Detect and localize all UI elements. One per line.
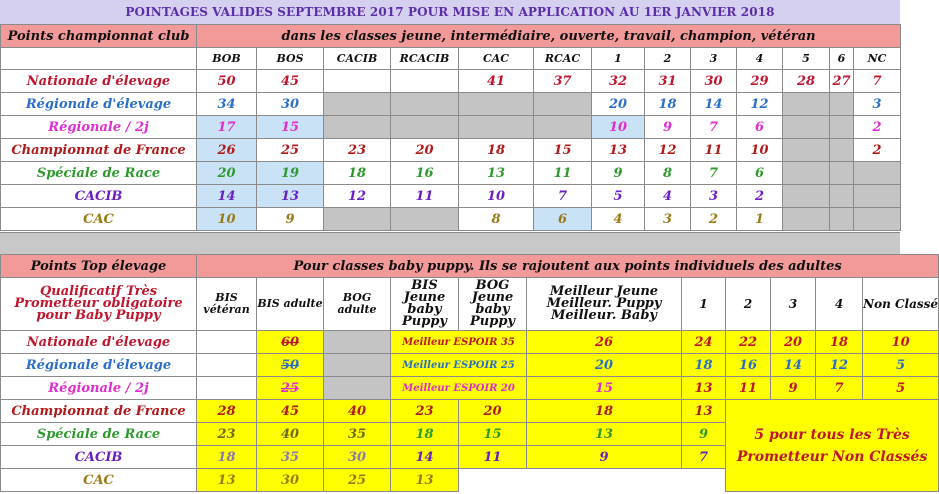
cell: 18 [682,354,726,377]
cell-empty [391,93,459,116]
cell: 24 [682,331,726,354]
cell: 45 [257,70,324,93]
cell: 7 [534,185,592,208]
championnat-header-label: Points championnat club [1,25,197,48]
cell-empty [830,185,854,208]
cell: 10 [459,185,534,208]
cell: 37 [534,70,592,93]
section-divider [0,232,900,255]
row-label: Spéciale de Race [1,423,197,446]
cell [391,70,459,93]
column-header-6: 6 [830,48,854,70]
cell: 15 [459,423,527,446]
cell-empty [197,377,257,400]
cell-empty [854,185,901,208]
cell: 20 [391,139,459,162]
cell-empty [854,208,901,231]
column-header-bog-jeune-line2: baby Puppy [470,302,515,329]
cell: 18 [324,162,391,185]
cell: 6 [737,116,783,139]
cell-empty [324,354,391,377]
column-header-cac: CAC [459,48,534,70]
championnat-table [0,24,901,231]
row-label: Régionale / 2j [1,377,197,400]
column-header-4: 4 [737,48,783,70]
cell: 4 [645,185,691,208]
cell: 20 [459,400,527,423]
cell: 14 [391,446,459,469]
column-header-cacib: CACIB [324,48,391,70]
cell: 23 [197,423,257,446]
cell-empty [391,208,459,231]
note-line-1: 5 pour tous les Très [754,426,910,443]
row-label: CAC [1,469,197,492]
cell-empty [534,116,592,139]
espoir-cell: Meilleur ESPOIR 35 [391,331,527,354]
column-header-meilleur-line1: Meilleur Jeune [549,284,659,299]
cell: 18 [197,446,257,469]
cell-empty [783,185,830,208]
cell: 13 [682,400,726,423]
row-label: Régionale d'élevage [1,354,197,377]
cell: 17 [197,116,257,139]
column-header-meilleur [527,278,682,331]
column-header-1: 1 [682,278,726,331]
cell: 13 [527,423,682,446]
cell: 18 [816,331,863,354]
cell: 11 [391,185,459,208]
cell: 19 [257,162,324,185]
cell: 9 [682,423,726,446]
row-label: Nationale d'élevage [1,331,197,354]
cell: 15 [534,139,592,162]
cell: 4 [592,208,645,231]
cell: 5 [863,377,939,400]
cell: 20 [771,331,816,354]
top-elevage-header-label: Points Top élevage [1,255,197,278]
cell: 9 [592,162,645,185]
column-header-bog-jeune [459,278,527,331]
column-header-non-classe: Non Classé [863,278,939,331]
row-label: CACIB [1,185,197,208]
cell: 50 [257,354,324,377]
cell-empty [459,93,534,116]
column-header-blank [1,48,197,70]
row-label: Championnat de France [1,139,197,162]
note-cell [726,400,939,492]
cell-empty [783,116,830,139]
cell-empty [783,139,830,162]
cell: 23 [324,139,391,162]
column-header-bog-adulte [324,278,391,331]
cell: 15 [257,116,324,139]
column-header-bis-veteran [197,278,257,331]
cell-empty [324,208,391,231]
cell: 5 [592,185,645,208]
column-header-4: 4 [816,278,863,331]
row-label: CAC [1,208,197,231]
cell: 13 [682,377,726,400]
column-header-3: 3 [771,278,816,331]
championnat-header-note: dans les classes jeune, intermédiaire, ouverte, travail, champion, vétéran [197,25,901,48]
top-elevage-header-note: Pour classes baby puppy. Ils se rajoutent aux points individuels des adultes [197,255,939,278]
cell: 7 [691,162,737,185]
cell: 3 [691,185,737,208]
column-header-rcac: RCAC [534,48,592,70]
cell-empty [324,116,391,139]
cell: 7 [816,377,863,400]
cell: 11 [534,162,592,185]
cell-empty [783,93,830,116]
cell: 10 [863,331,939,354]
column-header-bos: BOS [257,48,324,70]
cell: 35 [324,423,391,446]
column-header-nc: NC [854,48,901,70]
cell: 30 [257,469,324,492]
row-label: Nationale d'élevage [1,70,197,93]
cell-empty [391,116,459,139]
cell-empty [197,331,257,354]
cell-empty [830,116,854,139]
cell: 30 [691,70,737,93]
cell: 29 [737,70,783,93]
cell: 8 [459,208,534,231]
row-label: Régionale / 2j [1,116,197,139]
cell: 13 [197,469,257,492]
column-header-1: 1 [592,48,645,70]
cell: 28 [783,70,830,93]
cell: 2 [854,116,901,139]
cell-empty [783,208,830,231]
cell: 10 [737,139,783,162]
cell-empty [783,162,830,185]
cell: 40 [324,400,391,423]
cell: 15 [527,377,682,400]
cell: 40 [257,423,324,446]
cell: 11 [459,446,527,469]
row-label: Spéciale de Race [1,162,197,185]
cell: 14 [197,185,257,208]
cell: 18 [391,423,459,446]
cell: 18 [527,400,682,423]
top-elevage-table [0,254,939,492]
cell: 45 [257,400,324,423]
cell-empty [830,208,854,231]
cell: 9 [527,446,682,469]
column-header-bog-adulte-line1: BOG [342,291,372,304]
cell-empty [830,162,854,185]
cell: 12 [737,93,783,116]
cell: 34 [197,93,257,116]
cell: 16 [726,354,771,377]
page-title: POINTAGES VALIDES SEPTEMBRE 2017 POUR MISE EN APPLICATION AU 1ER JANVIER 2018 [0,0,900,24]
cell-empty [324,93,391,116]
espoir-cell: Meilleur ESPOIR 20 [391,377,527,400]
cell: 20 [592,93,645,116]
column-header-bis-veteran-line2: vétéran [203,303,250,316]
column-header-bog-adulte-line2: adulte [337,303,377,316]
cell: 13 [459,162,534,185]
cell-empty [197,354,257,377]
cell: 7 [682,446,726,469]
cell-empty [324,377,391,400]
cell: 6 [534,208,592,231]
column-header-bog-jeune-line1: BOG Jeune [471,278,514,305]
column-header-bis-jeune-line2: baby Puppy [402,302,447,329]
cell: 11 [726,377,771,400]
cell: 6 [737,162,783,185]
cell: 18 [645,93,691,116]
cell-empty [534,93,592,116]
column-header-meilleur-line2: Meilleur. Puppy [546,296,662,311]
cell: 13 [592,139,645,162]
cell: 41 [459,70,534,93]
row-label: Championnat de France [1,400,197,423]
column-header-2: 2 [645,48,691,70]
cell-empty [854,162,901,185]
note-line-2: Prometteur Non Classés [736,448,928,465]
cell-empty [830,139,854,162]
cell: 9 [771,377,816,400]
cell: 7 [854,70,901,93]
cell: 3 [645,208,691,231]
cell: 12 [324,185,391,208]
cell: 9 [645,116,691,139]
cell-empty [830,93,854,116]
cell: 32 [592,70,645,93]
cell: 22 [726,331,771,354]
cell: 8 [645,162,691,185]
espoir-cell: Meilleur ESPOIR 25 [391,354,527,377]
cell: 25 [257,377,324,400]
cell: 12 [645,139,691,162]
cell: 2 [691,208,737,231]
cell: 11 [691,139,737,162]
cell-empty [324,331,391,354]
cell: 7 [691,116,737,139]
cell: 1 [737,208,783,231]
cell: 13 [257,185,324,208]
cell: 20 [197,162,257,185]
cell: 13 [391,469,459,492]
cell: 26 [197,139,257,162]
row-label: CACIB [1,446,197,469]
cell: 50 [197,70,257,93]
row-label: Régionale d'élevage [1,93,197,116]
cell: 25 [324,469,391,492]
column-header-bis-veteran-line1: BIS [215,291,238,304]
cell: 30 [257,93,324,116]
column-header-bis-jeune [391,278,459,331]
cell: 3 [854,93,901,116]
column-header-bob: BOB [197,48,257,70]
cell: 26 [527,331,682,354]
cell: 5 [863,354,939,377]
column-header-bis-jeune-line1: BIS Jeune [403,278,446,305]
qualif-note: Qualificatif Très Prometteur obligatoire pour Baby Puppy [1,278,197,331]
cell: 2 [737,185,783,208]
cell: 23 [391,400,459,423]
cell: 2 [854,139,901,162]
cell-empty [459,116,534,139]
column-header-3: 3 [691,48,737,70]
cell: 10 [197,208,257,231]
cell-empty [459,469,726,492]
cell: 14 [691,93,737,116]
cell: 18 [459,139,534,162]
cell: 31 [645,70,691,93]
cell: 12 [816,354,863,377]
column-header-meilleur-line3: Meilleur. Baby [551,308,657,323]
cell: 9 [257,208,324,231]
column-header-bis-adulte: BIS adulte [257,278,324,331]
column-header-5: 5 [783,48,830,70]
cell: 16 [391,162,459,185]
column-header-rcacib: RCACIB [391,48,459,70]
cell: 28 [197,400,257,423]
cell [324,70,391,93]
column-header-2: 2 [726,278,771,331]
cell: 10 [592,116,645,139]
cell: 20 [527,354,682,377]
cell: 27 [830,70,854,93]
cell: 35 [257,446,324,469]
cell: 14 [771,354,816,377]
cell: 30 [324,446,391,469]
cell: 25 [257,139,324,162]
cell: 60 [257,331,324,354]
